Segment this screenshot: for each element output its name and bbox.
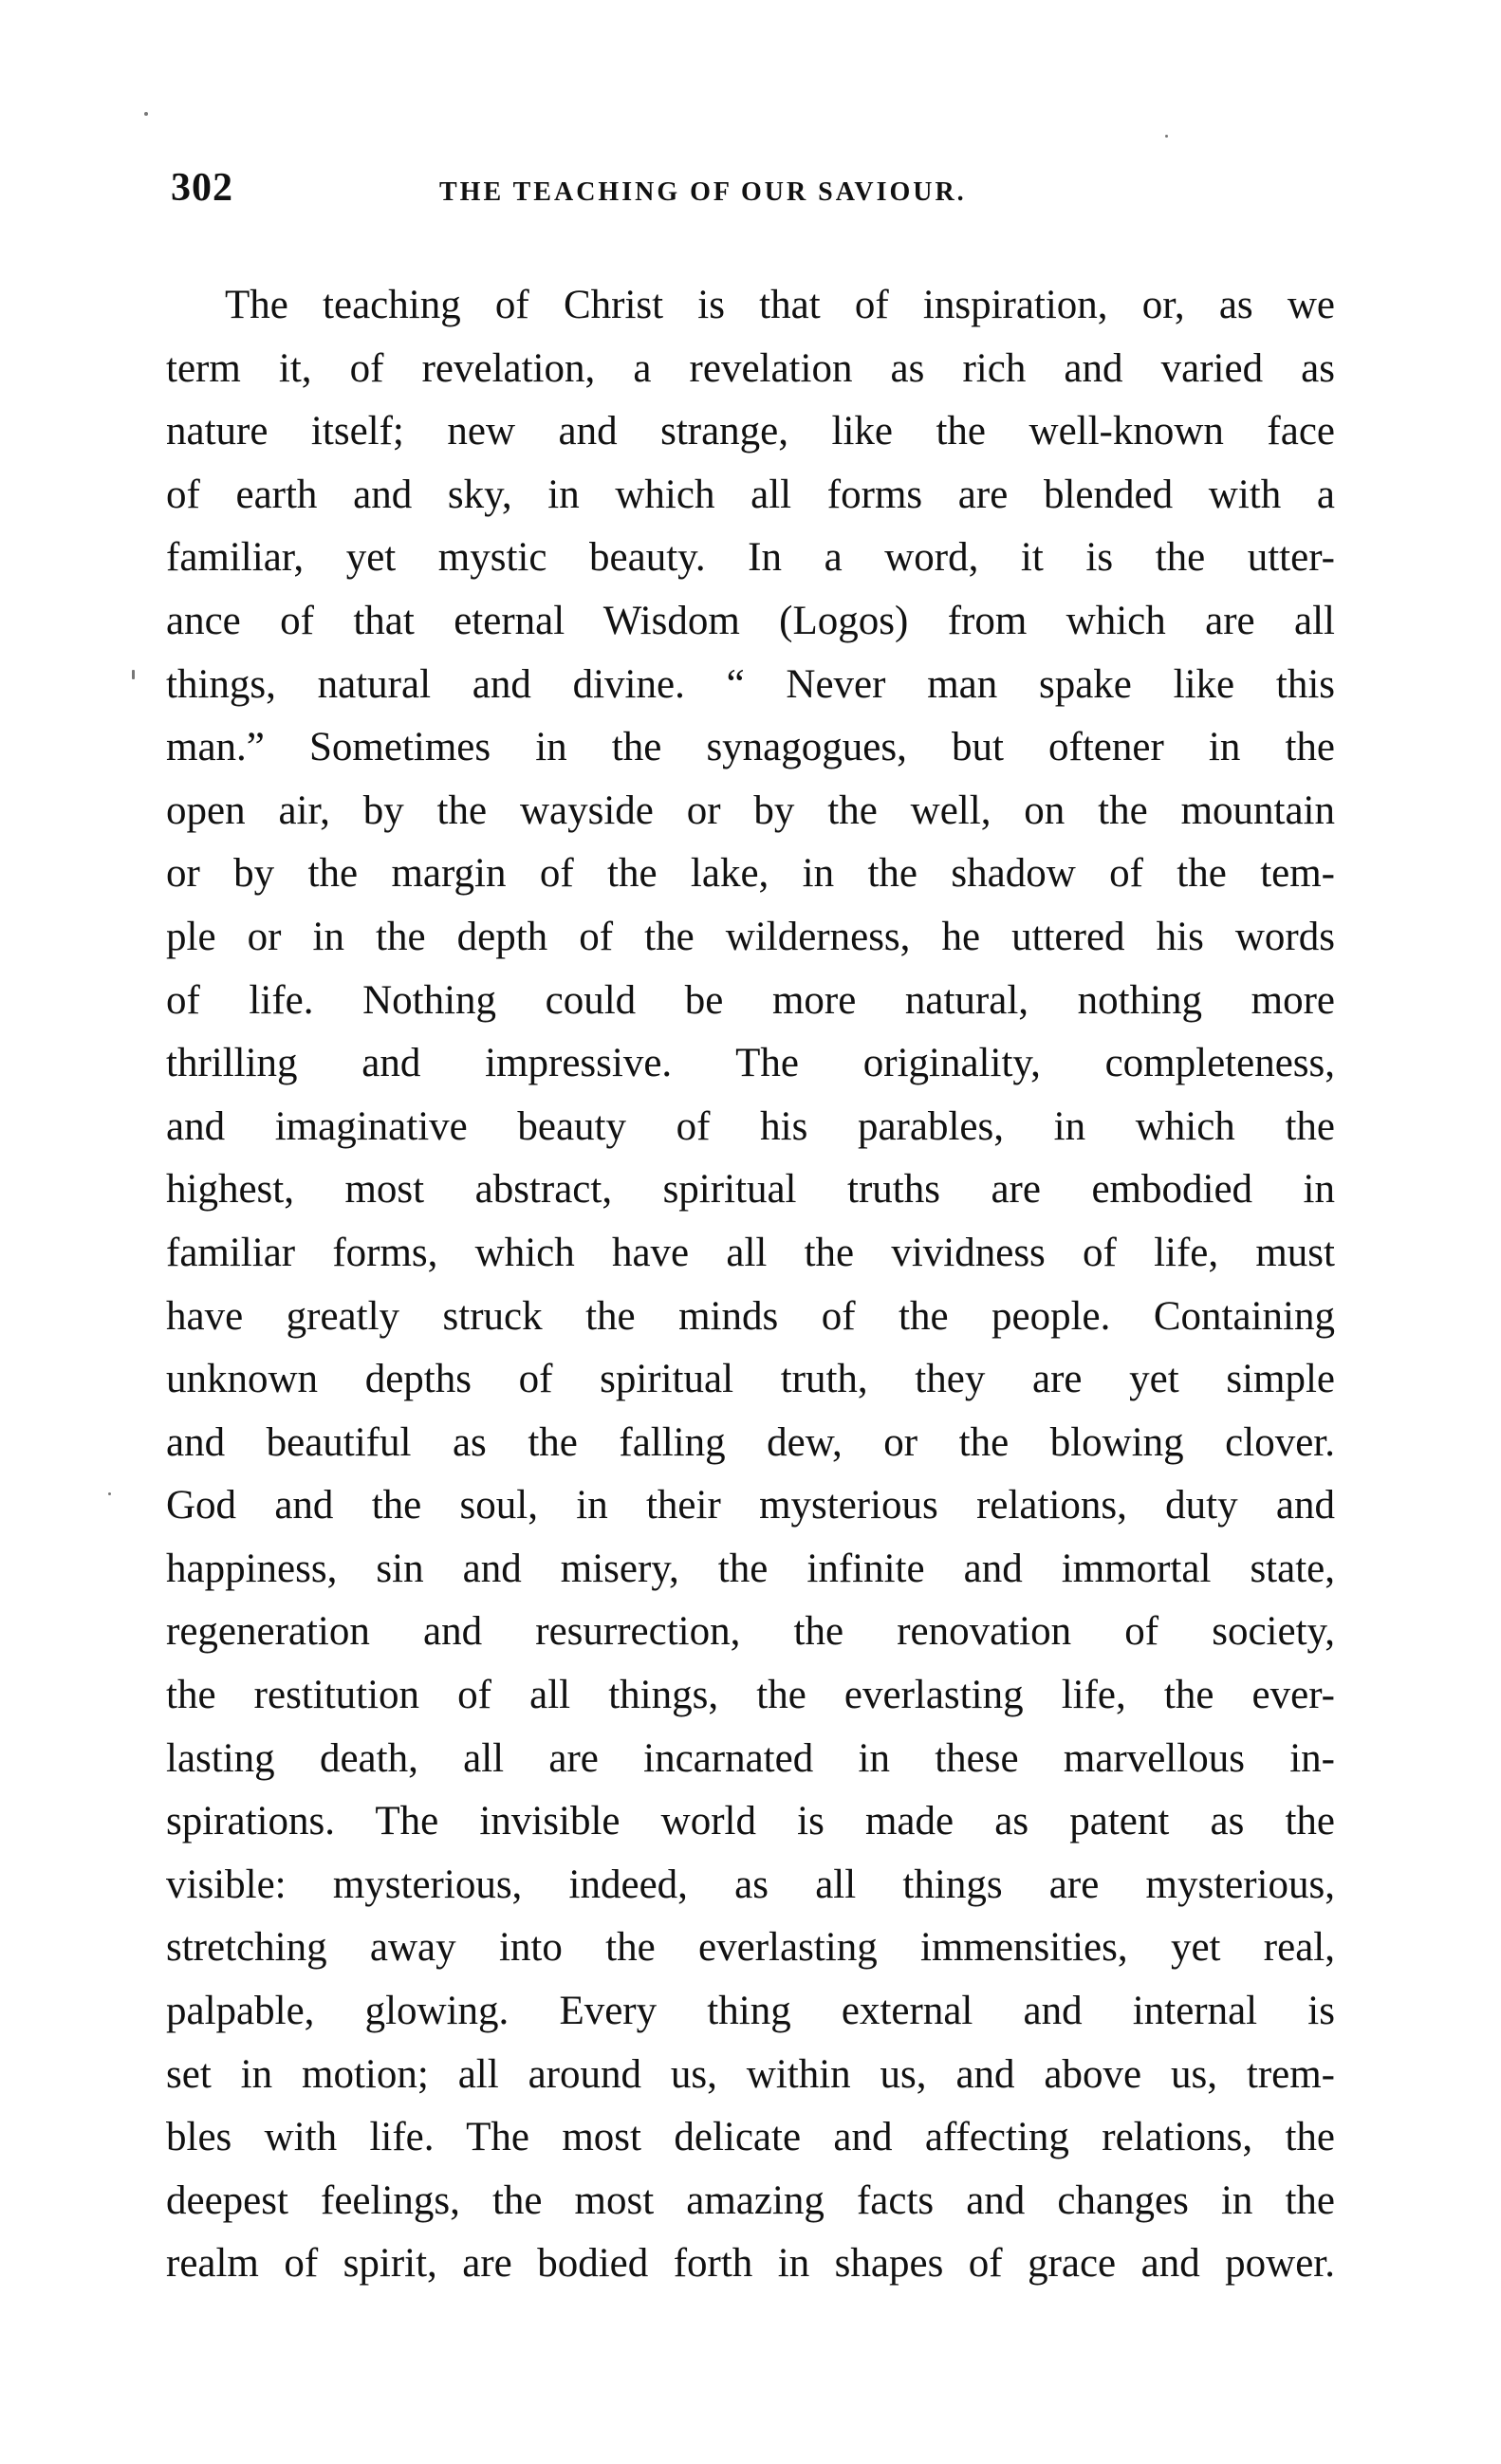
text-line: and imaginative beauty of his parables, in which the: [166, 1103, 1335, 1149]
paper-speck: [144, 112, 148, 116]
text-line: bles with life. The most delicate and affecting relations, the: [166, 2115, 1335, 2160]
text-line: God and the soul, in their mysterious relations, duty and: [166, 1483, 1335, 1528]
text-line: realm of spirit, are bodied forth in shapes of grace and power.: [166, 2241, 1335, 2287]
text-line: term it, of revelation, a revelation as rich and varied as: [166, 345, 1335, 391]
page-header: [171, 165, 1347, 222]
running-title: THE TEACHING OF OUR SAVIOUR.: [439, 177, 967, 207]
text-line: lasting death, all are incarnated in these marvellous in-: [166, 1735, 1335, 1781]
text-line: happiness, sin and misery, the infinite and immortal state,: [166, 1546, 1335, 1591]
text-line: ple or in the depth of the wilderness, he uttered his words: [166, 914, 1335, 959]
text-line: of life. Nothing could be more natural, nothing more: [166, 977, 1335, 1023]
text-line: nature itself; new and strange, like the well-known face: [166, 409, 1335, 454]
paper-speck: [1165, 135, 1168, 138]
text-line: set in motion; all around us, within us, and above us, trem-: [166, 2051, 1335, 2097]
text-line: things, natural and divine. “ Never man spake like this: [166, 661, 1335, 707]
text-line: man.” Sometimes in the synagogues, but oftener in the: [166, 725, 1335, 770]
text-line: familiar forms, which have all the vividness of life, must: [166, 1230, 1335, 1275]
text-line: unknown depths of spiritual truth, they are yet simple: [166, 1357, 1335, 1402]
text-line: or by the margin of the lake, in the shadow of the tem-: [166, 851, 1335, 897]
paper-speck: [108, 1492, 111, 1495]
text-line: familiar, yet mystic beauty. In a word, it is the utter-: [166, 535, 1335, 581]
text-line: visible: mysterious, indeed, as all things are mysterious,: [166, 1862, 1335, 1907]
text-line: of earth and sky, in which all forms are blended with a: [166, 472, 1335, 517]
text-line: have greatly struck the minds of the people. Containing: [166, 1293, 1335, 1339]
text-line: palpable, glowing. Every thing external and internal is: [166, 1989, 1335, 2034]
page-number: 302: [171, 166, 233, 210]
text-line: highest, most abstract, spiritual truths are embodied in: [166, 1167, 1335, 1213]
text-line: open air, by the wayside or by the well, on the mountain: [166, 787, 1335, 833]
text-line: ance of that eternal Wisdom (Logos) from which are all: [166, 598, 1335, 643]
text-line: the restitution of all things, the everlasting life, the ever-: [166, 1673, 1335, 1718]
text-line: and beautiful as the falling dew, or the blowing clover.: [166, 1419, 1335, 1465]
text-line: stretching away into the everlasting immensities, yet real,: [166, 1925, 1335, 1971]
text-line: deepest feelings, the most amazing facts and changes in the: [166, 2177, 1335, 2223]
text-line: thrilling and impressive. The originality, completeness,: [166, 1041, 1335, 1086]
text-line: spirations. The invisible world is made as patent as the: [166, 1799, 1335, 1844]
paper-speck: [132, 670, 135, 679]
text-line: The teaching of Christ is that of inspiration, or, as we: [225, 283, 1335, 327]
text-line: regeneration and resurrection, the renovation of society,: [166, 1609, 1335, 1655]
body-paragraph: [166, 274, 1335, 2296]
